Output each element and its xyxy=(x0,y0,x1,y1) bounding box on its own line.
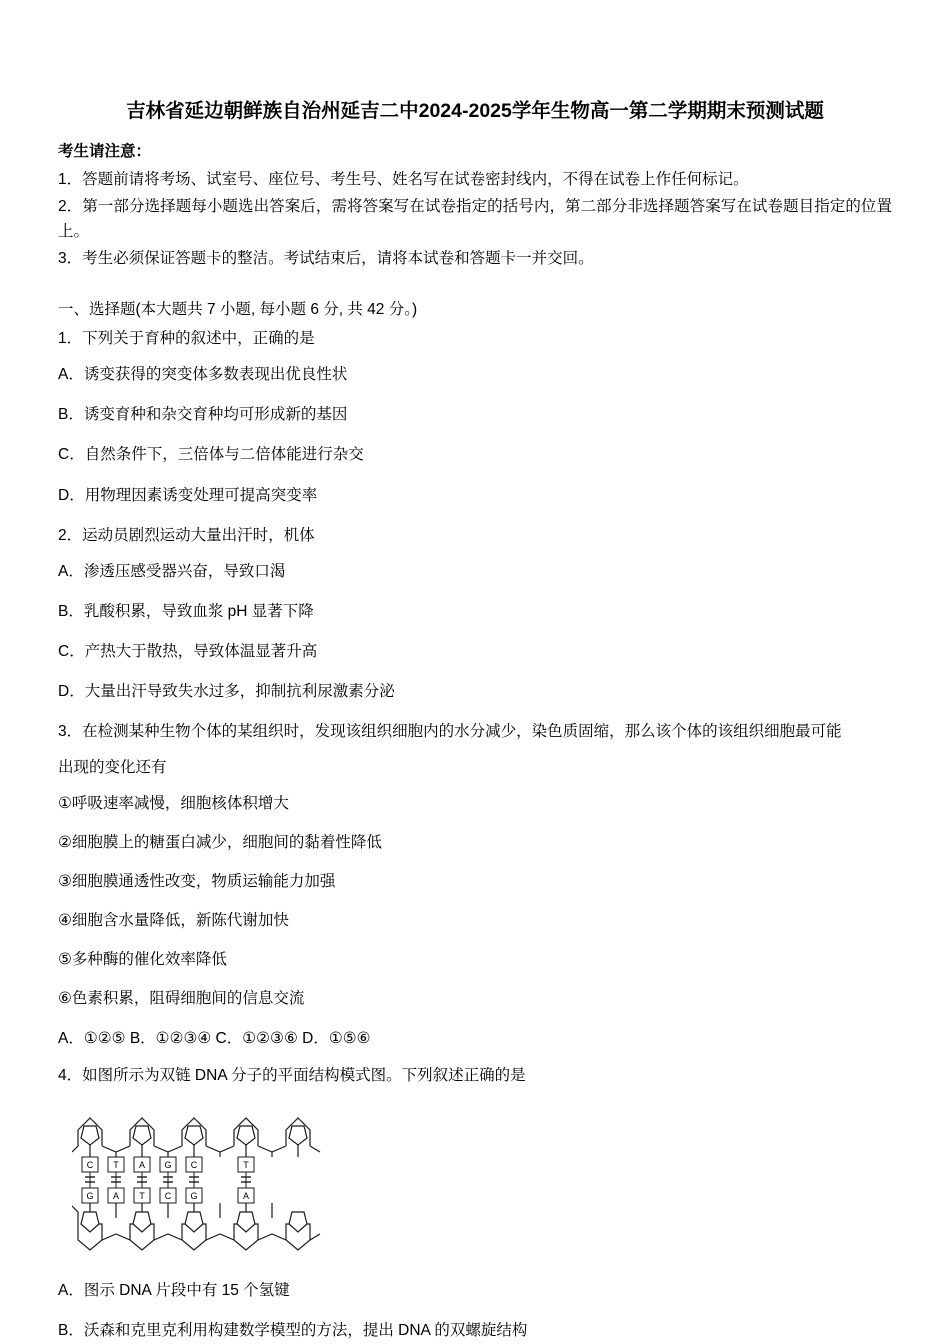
question-3-text: 在检测某种生物个体的某组织时，发现该组织细胞内的水分减少，染色质固缩，那么该个体的该组织细胞最可能 xyxy=(82,722,842,740)
question-3-item-4: ④细胞含水量降低，新陈代谢加快 xyxy=(58,911,289,929)
question-3-item-2: ②细胞膜上的糖蛋白减少，细胞间的黏着性降低 xyxy=(58,833,382,851)
question-3-item-3: ③细胞膜通透性改变，物质运输能力加强 xyxy=(58,872,336,890)
question-2-text: 运动员剧烈运动大量出汗时，机体 xyxy=(82,526,315,544)
question-4-option-b: B．沃森和克里克利用构建数学模型的方法，提出 DNA 的双螺旋结构 xyxy=(58,1321,528,1339)
top-base-1: C xyxy=(86,1159,94,1170)
notice-item-1: 1．答题前请将考场、试室号、座位号、考生号、姓名写在试卷密封线内，不得在试卷上作任何标记。 xyxy=(58,171,749,188)
question-4-number: 4． xyxy=(58,1066,83,1084)
dna-figure-svg xyxy=(72,1100,322,1260)
top-base-6: T xyxy=(243,1159,249,1170)
dna-double-strand-diagram xyxy=(72,1100,892,1265)
bottom-base-2: A xyxy=(112,1190,120,1201)
page-title: 吉林省延边朝鲜族自治州延吉二中2024-2025学年生物高一第二学期期末预测试题 xyxy=(126,100,824,122)
question-3-stem xyxy=(58,720,892,744)
question-3-item-6: ⑥色素积累，阻碍细胞间的信息交流 xyxy=(58,989,305,1007)
question-4-text: 如图所示为双链 DNA 分子的平面结构模式图。下列叙述正确的是 xyxy=(82,1066,526,1084)
question-3-item-1: ①呼吸速率减慢，细胞核体积增大 xyxy=(58,794,289,812)
bottom-base-1: G xyxy=(86,1190,94,1201)
question-1-text: 下列关于育种的叙述中，正确的是 xyxy=(82,330,315,348)
question-3-options-inline: A．①②⑤ B．①②③④ C．①②③⑥ D．①⑤⑥ xyxy=(58,1029,371,1047)
section-heading-multiple-choice: 一、选择题(本大题共 7 小题, 每小题 6 分, 共 42 分。) xyxy=(58,301,418,319)
question-3-stem-line2: 出现的变化还有 xyxy=(58,758,167,776)
bottom-base-6: A xyxy=(242,1190,250,1201)
bottom-base-3: T xyxy=(139,1190,145,1201)
question-1-option-b: B．诱变育种和杂交育种均可形成新的基因 xyxy=(58,406,348,424)
question-3-number: 3． xyxy=(58,722,83,740)
notice-item-3: 3．考生必须保证答题卡的整洁。考试结束后，请将本试卷和答题卡一并交回。 xyxy=(58,250,594,268)
question-2-option-c: C．产热大于散热，导致体温显著升高 xyxy=(58,642,318,660)
question-2-option-b: B．乳酸积累，导致血浆 pH 显著下降 xyxy=(58,602,314,620)
notice-heading: 考生请注意： xyxy=(58,143,152,160)
question-1-number: 1． xyxy=(58,330,83,348)
top-base-3: A xyxy=(138,1159,146,1170)
top-base-5: C xyxy=(190,1159,198,1170)
top-base-4: G xyxy=(164,1159,172,1170)
question-4-option-a: A．图示 DNA 片段中有 15 个氢键 xyxy=(58,1281,290,1299)
notice-item-2: 2．第一部分选择题每小题选出答案后，需将答案写在试卷指定的括号内，第二部分非选择题答案写在试卷题目指定的位置上。 xyxy=(58,198,892,241)
top-base-2: T xyxy=(113,1159,119,1170)
question-1-option-d: D．用物理因素诱变处理可提高突变率 xyxy=(58,486,318,504)
bottom-base-4: C xyxy=(164,1190,172,1201)
bottom-base-5: G xyxy=(190,1190,198,1201)
question-2-stem xyxy=(58,524,892,548)
question-1-option-a: A．诱变获得的突变体多数表现出优良性状 xyxy=(58,366,348,384)
question-2-option-a: A．渗透压感受器兴奋，导致口渴 xyxy=(58,562,286,580)
question-2-option-d: D．大量出汗导致失水过多，抑制抗利尿激素分泌 xyxy=(58,682,395,700)
question-1-stem xyxy=(58,327,892,351)
question-3-item-5: ⑤多种酶的催化效率降低 xyxy=(58,950,227,968)
question-1-option-c: C．自然条件下，三倍体与二倍体能进行杂交 xyxy=(58,446,364,464)
question-2-number: 2． xyxy=(58,526,83,544)
question-4-stem xyxy=(58,1064,892,1088)
